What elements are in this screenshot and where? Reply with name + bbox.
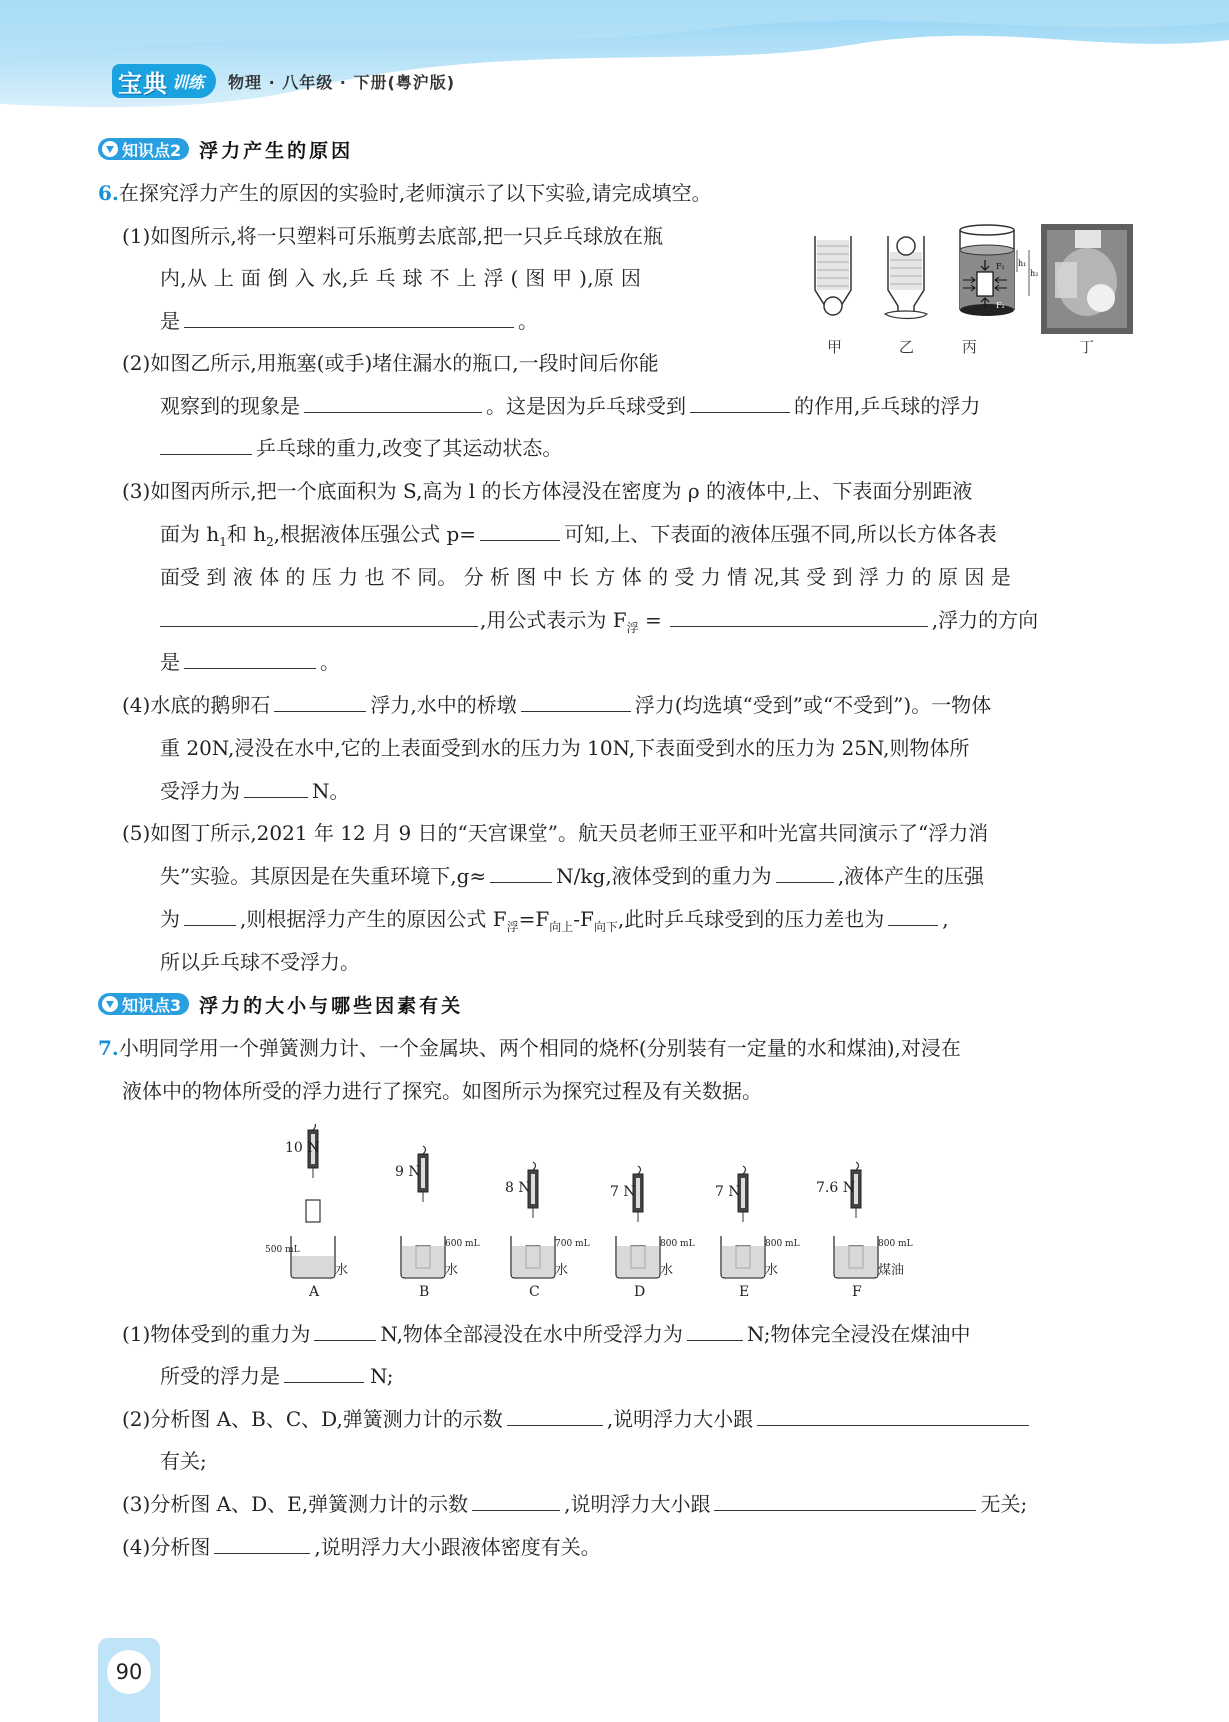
- volume-label: 800 mL: [878, 1239, 913, 1249]
- q6-p1-line1: (1)如图所示,将一只塑料可乐瓶剪去底部,把一只乒乓球放在瓶: [122, 224, 664, 248]
- liquid-label: 水: [555, 1263, 569, 1278]
- kp3-tag-text: 知识点3: [122, 995, 182, 1015]
- subscript-fu: 浮: [626, 621, 639, 635]
- q7-s4-line: [122, 1535, 601, 1559]
- answer-blank[interactable]: [490, 864, 552, 883]
- q6-p3-text-f: =: [638, 608, 662, 632]
- q7-s1-text-b: N,物体全部浸没在水中所受浮力为: [380, 1322, 683, 1346]
- q7-s4-text-a: (4)分析图: [122, 1535, 211, 1559]
- q6-p4-text-b: 浮力,水中的桥墩: [370, 693, 517, 717]
- answer-blank[interactable]: [184, 650, 316, 669]
- volume-label: 600 mL: [445, 1239, 480, 1249]
- answer-blank[interactable]: [184, 907, 236, 926]
- q7-s1-text-a: (1)物体受到的重力为: [122, 1322, 311, 1346]
- answer-blank[interactable]: [160, 608, 478, 627]
- hook-top: [743, 1166, 746, 1174]
- scale-panel-f: [816, 1162, 913, 1300]
- answer-blank[interactable]: [244, 779, 308, 798]
- subscript-up: 向上: [549, 920, 574, 934]
- subscript-2: 2: [266, 535, 274, 549]
- scale-panel-a: [265, 1124, 348, 1300]
- force-label: 8 N: [505, 1180, 531, 1196]
- q7-s1-text-c: N;物体完全浸没在煤油中: [746, 1322, 971, 1346]
- q6-p3-line1: (3)如图丙所示,把一个底面积为 S,高为 l 的长方体浸没在密度为 ρ 的液体中,上、下表面分别距液: [122, 479, 973, 503]
- answer-blank[interactable]: [888, 907, 938, 926]
- answer-blank[interactable]: [160, 436, 252, 455]
- liquid: [292, 1256, 334, 1277]
- q7-number: 7.: [98, 1036, 119, 1060]
- q7-stem-a: 小明同学用一个弹簧测力计、一个金属块、两个相同的烧杯(分别装有一定量的水和煤油),对浸在: [118, 1036, 961, 1060]
- liquid-label: 水: [445, 1263, 459, 1278]
- q7-s3-line: [122, 1492, 1027, 1516]
- q6-p1-text-a: 是: [160, 309, 180, 333]
- q6-p1-text-b: 。: [518, 309, 538, 333]
- q6-p4-text-e: N。: [312, 779, 350, 803]
- q6-p2-text-b: 。这是因为乒乓球受到: [486, 394, 686, 418]
- q6-p3-text-b: 和 h: [226, 522, 267, 546]
- answer-blank[interactable]: [521, 693, 631, 712]
- figure-label-h1: h₁: [1018, 259, 1027, 268]
- answer-blank[interactable]: [284, 1364, 364, 1383]
- answer-blank[interactable]: [714, 1492, 976, 1511]
- scale-panel-e: [715, 1166, 800, 1300]
- force-label: 9 N: [395, 1164, 421, 1180]
- q7-s3-text-a: (3)分析图 A、D、E,弹簧测力计的示数: [122, 1492, 469, 1516]
- q6-p4-text-c: 浮力(均选填“受到”或“不受到”)。一物体: [634, 693, 992, 717]
- answer-blank[interactable]: [214, 1535, 310, 1554]
- q6-p5-text-d: 为: [160, 907, 180, 931]
- q7-s1-text-d: 所受的浮力是: [160, 1364, 280, 1388]
- metal-block: [306, 1200, 320, 1222]
- brand-main: 宝典: [118, 69, 168, 98]
- q6-stem-line: [98, 181, 712, 205]
- q7-stem-line2: 液体中的物体所受的浮力进行了探究。如图所示为探究过程及有关数据。: [122, 1079, 762, 1103]
- figure-label-jia: 甲: [827, 338, 843, 356]
- answer-blank[interactable]: [304, 394, 482, 413]
- panel-letter: B: [419, 1284, 430, 1300]
- page-number: 90: [107, 1650, 151, 1694]
- q6-p4-text-d: 受浮力为: [160, 779, 240, 803]
- scale-window: [636, 1178, 640, 1208]
- q6-p5-line2: [160, 864, 984, 888]
- liquid: [835, 1246, 877, 1277]
- liquid: [512, 1246, 554, 1277]
- kp2-tag-text: 知识点2: [122, 140, 182, 160]
- force-label: 7 N: [610, 1184, 636, 1200]
- panel-letter: A: [309, 1284, 320, 1300]
- q6-p3-text-h: 是: [160, 650, 180, 674]
- panel-letter: F: [852, 1284, 862, 1300]
- q6-p3-text-i: 。: [320, 650, 340, 674]
- kp3-title: 浮力的大小与哪些因素有关: [199, 994, 464, 1017]
- q7-stem-line1: [98, 1036, 961, 1060]
- q6-p2-line3: [160, 436, 562, 460]
- q6-p5-text-e: ,则根据浮力产生的原因公式 F: [240, 907, 507, 931]
- q7-s2-line1: [122, 1407, 1029, 1431]
- scale-panel-c: [505, 1162, 590, 1300]
- figure-label-h2: h₂: [1030, 269, 1039, 278]
- subscript-down: 向下: [593, 920, 618, 934]
- q6-p5-text-a: 失”实验。其原因是在失重环境下,g≈: [160, 864, 487, 888]
- q6-p4-line2: 重 20N,浸没在水中,它的上表面受到水的压力为 10N,下表面受到水的压力为 25N,则物体所: [160, 736, 970, 760]
- q6-p4-text-a: (4)水底的鹅卵石: [122, 693, 271, 717]
- q6-p1-line2: 内,从 上 面 倒 入 水,乒 乓 球 不 上 浮 ( 图 甲 ),原 因: [160, 266, 642, 290]
- brand-badge: [112, 64, 216, 98]
- q6-p4-line3: [160, 779, 350, 803]
- q6-p5-line4: 所以乒乓球不受浮力。: [160, 950, 360, 974]
- q6-p3-text-d: 可知,上、下表面的液体压强不同,所以长方体各表: [564, 522, 997, 546]
- liquid: [402, 1246, 444, 1277]
- liquid-label: 水: [335, 1263, 349, 1278]
- q6-p3-line4: [160, 608, 1038, 640]
- q6-p2-text-a: 观察到的现象是: [160, 394, 300, 418]
- q6-p5-text-h: ,此时乒乓球受到的压力差也为: [617, 907, 885, 931]
- q6-stem: 在探究浮力产生的原因的实验时,老师演示了以下实验,请完成填空。: [118, 181, 712, 205]
- liquid-label: 水: [765, 1263, 779, 1278]
- q6-p2-text-d: 乒乓球的重力,改变了其运动状态。: [256, 436, 563, 460]
- knowledge-point-2: [98, 136, 353, 162]
- subscript-fu: 浮: [506, 920, 519, 934]
- figure-bing: [960, 225, 1038, 316]
- liquid-label: 煤油: [878, 1263, 905, 1278]
- q6-p3-line3: 面受 到 液 体 的 压 力 也 不 同。 分 析 图 中 长 方 体 的 受 力 情 况,其 受 到 浮 力 的 原 因 是: [160, 565, 1011, 589]
- answer-blank[interactable]: [757, 1407, 1029, 1426]
- q6-p5-text-g: -F: [573, 907, 594, 931]
- q6-p3-text-a: 面为 h: [160, 522, 220, 546]
- q7-s2-line2: 有关;: [160, 1449, 207, 1473]
- answer-blank[interactable]: [274, 693, 366, 712]
- panel-letter: E: [739, 1284, 750, 1300]
- answer-blank[interactable]: [776, 864, 834, 883]
- q6-number: 6.: [98, 181, 119, 205]
- q7-s1-line2: [160, 1364, 394, 1388]
- q7-s1-text-e: N;: [370, 1364, 394, 1388]
- answer-blank[interactable]: [314, 1322, 376, 1341]
- q6-p1-line3: [160, 309, 538, 333]
- scale-panel-b: [395, 1146, 480, 1300]
- q6-p5-text-c: ,液体产生的压强: [837, 864, 985, 888]
- hook-top: [856, 1162, 859, 1170]
- q6-p2-line2: [160, 394, 980, 418]
- answer-blank[interactable]: [184, 309, 514, 328]
- q6-p3-text-g: ,浮力的方向: [931, 608, 1039, 632]
- q6-p5-text-f: =F: [518, 907, 550, 931]
- scale-window: [531, 1174, 535, 1204]
- figure-jia: [815, 236, 851, 315]
- figure-label-yi: 乙: [899, 338, 915, 356]
- figure-label-F2: F₂: [996, 301, 1005, 310]
- force-label: 10 N: [285, 1140, 320, 1156]
- answer-blank[interactable]: [687, 1322, 743, 1341]
- force-label: 7 N: [715, 1184, 741, 1200]
- figure-label-bing: 丙: [962, 338, 978, 356]
- liquid: [722, 1246, 764, 1277]
- hook-top: [533, 1162, 536, 1170]
- q6-p2-text-c: 的作用,乒乓球的浮力: [794, 394, 981, 418]
- q6-p3-text-c: ,根据液体压强公式 p=: [273, 522, 477, 546]
- answer-blank[interactable]: [690, 394, 790, 413]
- liquid: [617, 1246, 659, 1277]
- volume-label: 800 mL: [660, 1239, 695, 1249]
- q6-p5-line3: [160, 907, 949, 939]
- hook-top: [313, 1124, 316, 1130]
- q7-s1-line1: [122, 1322, 970, 1346]
- scale-window: [421, 1158, 425, 1188]
- panel-letter: C: [529, 1284, 540, 1300]
- force-label: 7.6 N: [816, 1180, 855, 1196]
- brand-sub: 训练: [172, 72, 205, 92]
- figure-label-ding: 丁: [1079, 338, 1095, 356]
- q7-s2-text-a: (2)分析图 A、B、C、D,弹簧测力计的示数: [122, 1407, 503, 1431]
- q6-p4-line1: [122, 693, 991, 717]
- q6-p3-text-e: ,用公式表示为 F: [480, 608, 627, 632]
- q6-p2-line1: (2)如图乙所示,用瓶塞(或手)堵住漏水的瓶口,一段时间后你能: [122, 351, 659, 375]
- volume-label: 500 mL: [265, 1245, 300, 1255]
- q6-p5-line1: (5)如图丁所示,2021 年 12 月 9 日的“天宫课堂”。航天员老师王亚平和叶光富共同演示了“浮力消: [122, 821, 989, 845]
- answer-blank[interactable]: [472, 1492, 560, 1511]
- volume-label: 800 mL: [765, 1239, 800, 1249]
- figure-spring-scales: [255, 1124, 975, 1304]
- triangle-down-icon: [102, 996, 118, 1012]
- q7-s3-text-c: 无关;: [980, 1492, 1028, 1516]
- figure-ding-photo: [1041, 224, 1133, 334]
- kp2-title: 浮力产生的原因: [199, 139, 354, 162]
- hook-top: [638, 1166, 641, 1174]
- q7-s4-text-b: ,说明浮力大小跟液体密度有关。: [314, 1535, 601, 1559]
- scale-window: [741, 1178, 745, 1208]
- answer-blank[interactable]: [480, 522, 560, 541]
- q6-p5-text-b: N/kg,液体受到的重力为: [556, 864, 772, 888]
- header-band: [0, 0, 1229, 120]
- kp3-tag: [98, 993, 189, 1015]
- q6-p5-text-i: ,: [942, 907, 949, 931]
- q6-p3-line5: [160, 650, 340, 674]
- figure-buoyancy-demo: [805, 222, 1135, 370]
- kp2-tag: [98, 138, 189, 160]
- triangle-down-icon: [102, 141, 118, 157]
- book-title: 物理 · 八年级 · 下册(粤沪版): [228, 72, 456, 92]
- q7-s3-text-b: ,说明浮力大小跟: [564, 1492, 711, 1516]
- answer-blank[interactable]: [507, 1407, 603, 1426]
- q7-s2-text-b: ,说明浮力大小跟: [606, 1407, 754, 1431]
- subscript-1: 1: [219, 535, 227, 549]
- scale-panel-d: [610, 1166, 695, 1300]
- answer-blank[interactable]: [670, 608, 928, 627]
- figure-yi: [885, 236, 927, 319]
- knowledge-point-3: [98, 991, 463, 1017]
- figure-label-F1: F₁: [996, 262, 1005, 271]
- q6-p3-line2: [160, 522, 997, 554]
- volume-label: 700 mL: [555, 1239, 590, 1249]
- panel-letter: D: [634, 1284, 646, 1300]
- liquid-label: 水: [660, 1263, 674, 1278]
- header-brand: [112, 64, 455, 98]
- hook-top: [423, 1146, 426, 1154]
